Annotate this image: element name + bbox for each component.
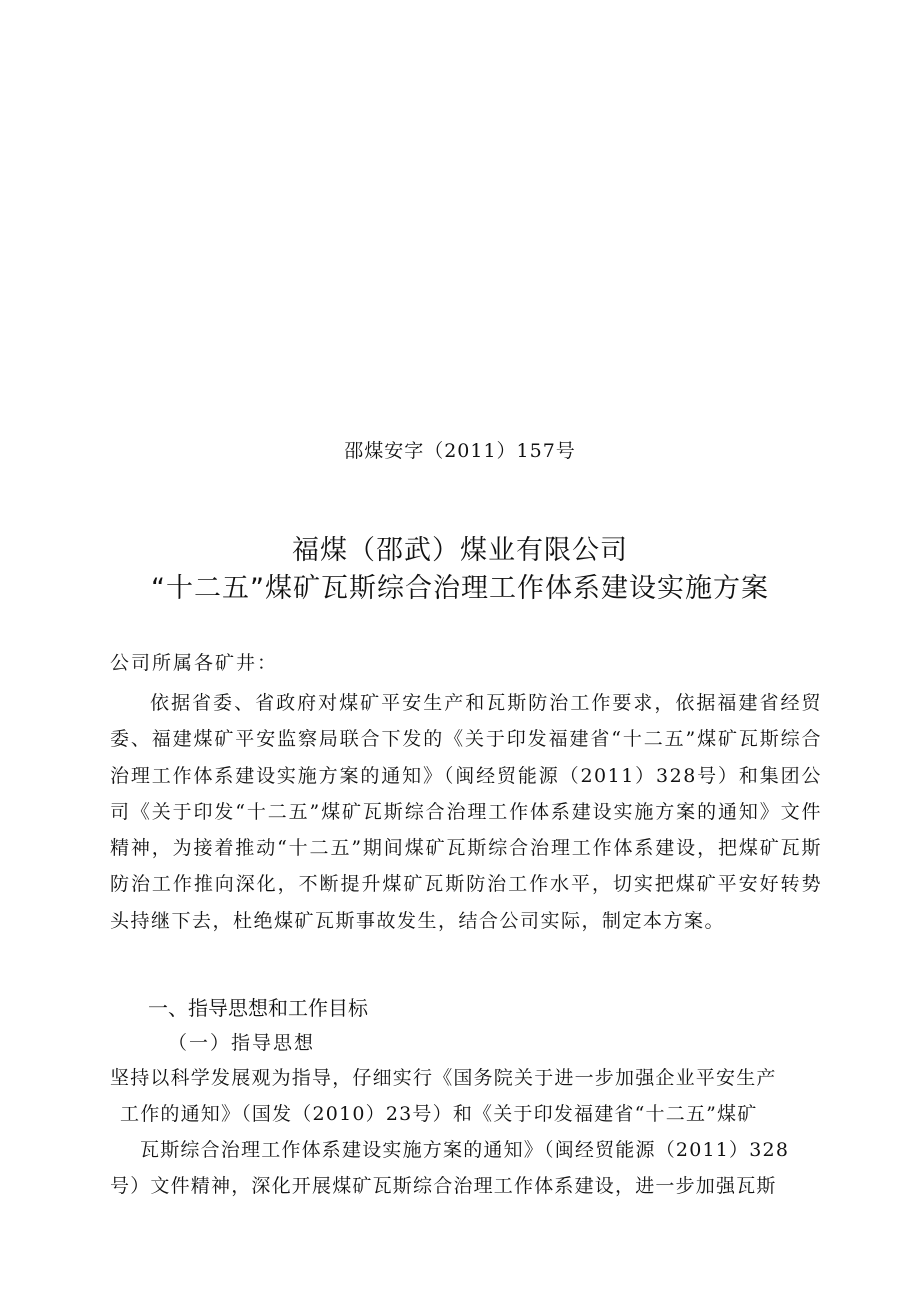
document-title-plan: “十二五”煤矿瓦斯综合治理工作体系建设实施方案	[151, 573, 769, 604]
document-number: 邵煤安字（2011）157号	[344, 440, 576, 462]
guiding-ideology-paragraph	[110, 1060, 822, 1204]
subsection-heading-guiding-ideology: （一）指导思想	[168, 1032, 316, 1054]
paragraph-line: 号）文件精神，深化开展煤矿瓦斯综合治理工作体系建设，进一步加强瓦斯	[110, 1175, 777, 1197]
paragraph-line: 坚持以科学发展观为指导，仔细实行《国务院关于进一步加强企业平安生产	[110, 1067, 777, 1089]
salutation: 公司所属各矿井：	[110, 652, 279, 674]
intro-paragraph: 依据省委、省政府对煤矿平安生产和瓦斯防治工作要求，依据福建省经贸委、福建煤矿平安监察局联合下发的《关于印发福建省“十二五”煤矿瓦斯综合治理工作体系建设实施方案的通知》（闽经贸能源（2011）328号）和集团公司《关于印发“十二五”煤矿瓦斯综合治理工作体系建设实施方案的通知》文件精神，为接着推动“十二五”期间煤矿瓦斯综合治理工作体系建设，把煤矿瓦斯防治工作推向深化，不断提升煤矿瓦斯防治工作水平，切实把煤矿平安好转势头持继下去，杜绝煤矿瓦斯事故发生，结合公司实际，制定本方案。	[110, 692, 822, 932]
paragraph-line: 工作的通知》（国发（2010）23号）和《关于印发福建省“十二五”煤矿	[120, 1103, 758, 1125]
document-title-company: 福煤（邵武）煤业有限公司	[292, 535, 628, 566]
section-heading-guiding-ideology-and-goals: 一、指导思想和工作目标	[148, 996, 368, 1020]
paragraph-line: 瓦斯综合治理工作体系建设实施方案的通知》（闽经贸能源（2011）328	[140, 1139, 790, 1161]
